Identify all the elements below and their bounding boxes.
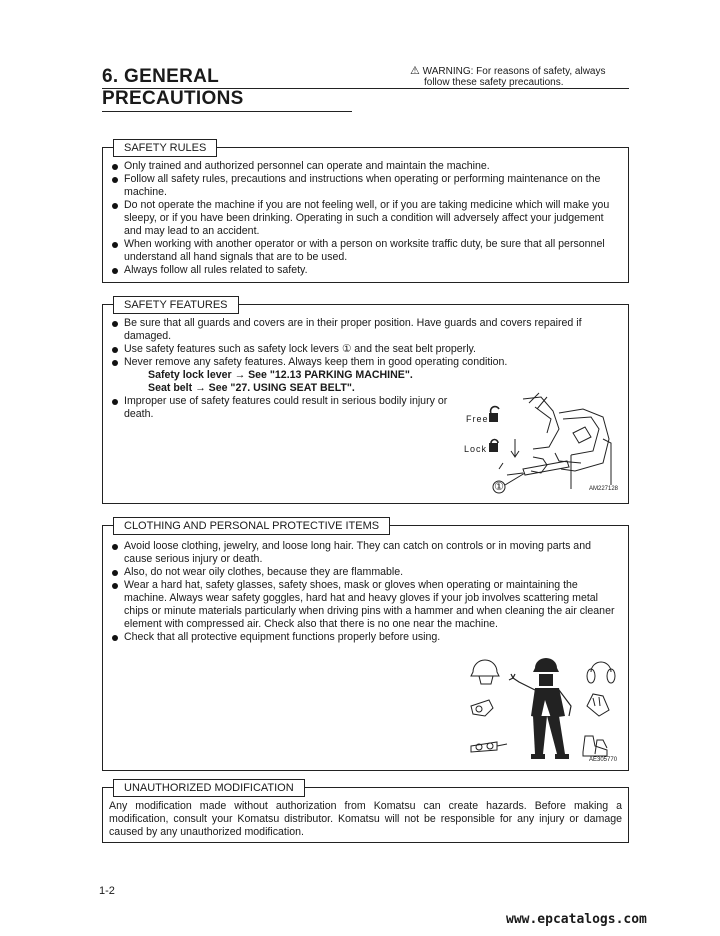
free-label: Free [466,414,489,424]
safety-rules-box [102,142,629,283]
warning-triangle-icon: ⚠ [410,65,420,77]
unauthorized-text: Any modification made without authorization from Komatsu can create hazards. Before making a modification, consult your Komatsu distributor. Komatsu will not be responsible for any injury or damage caused by any unauthorized modification. [109,800,622,838]
page-number: 1-2 [99,885,115,897]
list-item: Always follow all rules related to safety. [109,264,620,277]
lock-label: Lock [464,444,488,454]
list-item: Only trained and authorized personnel can operate and maintain the machine. [109,160,620,173]
clothing-box [102,520,629,771]
list-item: Wear a hard hat, safety glasses, safety shoes, mask or gloves when operating or maintaining the machine. Always wear safety goggles, hard hat and heavy gloves if your job involves scattering metal chips or minute materials particularly when driving pins with a hammer and when cleaning the air cleaner element with compressed air. Check also that there is no one near the machine. [109,579,620,631]
safety-rules-list [109,160,620,277]
list-item: Avoid loose clothing, jewelry, and loose long hair. They can catch on controls or in moving parts and cause serious injury or death. [109,540,620,566]
list-item: Check that all protective equipment functions properly before using. [109,631,620,644]
list-item: Improper use of safety features could result in serious bodily injury or death. [109,395,454,421]
list-item: Use safety features such as safety lock levers ① and the seat belt properly. [109,343,620,356]
unauthorized-label: UNAUTHORIZED MODIFICATION [113,779,305,797]
warning-line-2: follow these safety precautions. [424,77,564,88]
list-item: Never remove any safety features. Always keep them in good operating condition. [109,356,620,369]
warning-line-1: WARNING: For reasons of safety, always [422,66,606,77]
clothing-label: CLOTHING AND PERSONAL PROTECTIVE ITEMS [113,517,390,535]
figure-code: AE305770 [589,757,618,763]
protective-equipment-figure [463,654,623,766]
unauthorized-box [102,782,629,843]
warning-note [410,66,638,88]
reference-lock-lever: Safety lock lever → See "12.13 PARKING MACHINE". [148,369,413,381]
website-link[interactable]: www.epcatalogs.com [506,912,647,927]
safety-features-label: SAFETY FEATURES [113,296,239,314]
list-item: Also, do not wear oily clothes, because they are flammable. [109,566,620,579]
reference-seat-belt: Seat belt → See "27. USING SEAT BELT". [148,382,355,394]
list-item: Follow all safety rules, precautions and instructions when operating or performing maintenance on the machine. [109,173,620,199]
page-title: 6. GENERAL PRECAUTIONS [102,66,352,112]
hard-hat-icon [471,660,499,676]
list-item: Do not operate the machine if you are not feeling well, or if you are taking medicine which will make you sleepy, or if you have been drinking. Operating in such a condition will adversely affect your judgement and may lead to an accident. [109,199,620,238]
header-rule [102,88,629,89]
clothing-list [109,540,620,644]
safety-features-box [102,299,629,504]
figure-code: AM227128 [589,486,619,492]
list-item: When working with another operator or with a person on worksite traffic duty, be sure that all personnel understand all hand signals that are to be used. [109,238,620,264]
safety-lock-lever-figure [463,389,621,499]
safety-rules-label: SAFETY RULES [113,139,217,157]
callout-number: ① [494,481,504,493]
protective-equipment-illustration [463,654,623,766]
list-item: Be sure that all guards and covers are in their proper position. Have guards and covers repaired if damaged. [109,317,620,343]
